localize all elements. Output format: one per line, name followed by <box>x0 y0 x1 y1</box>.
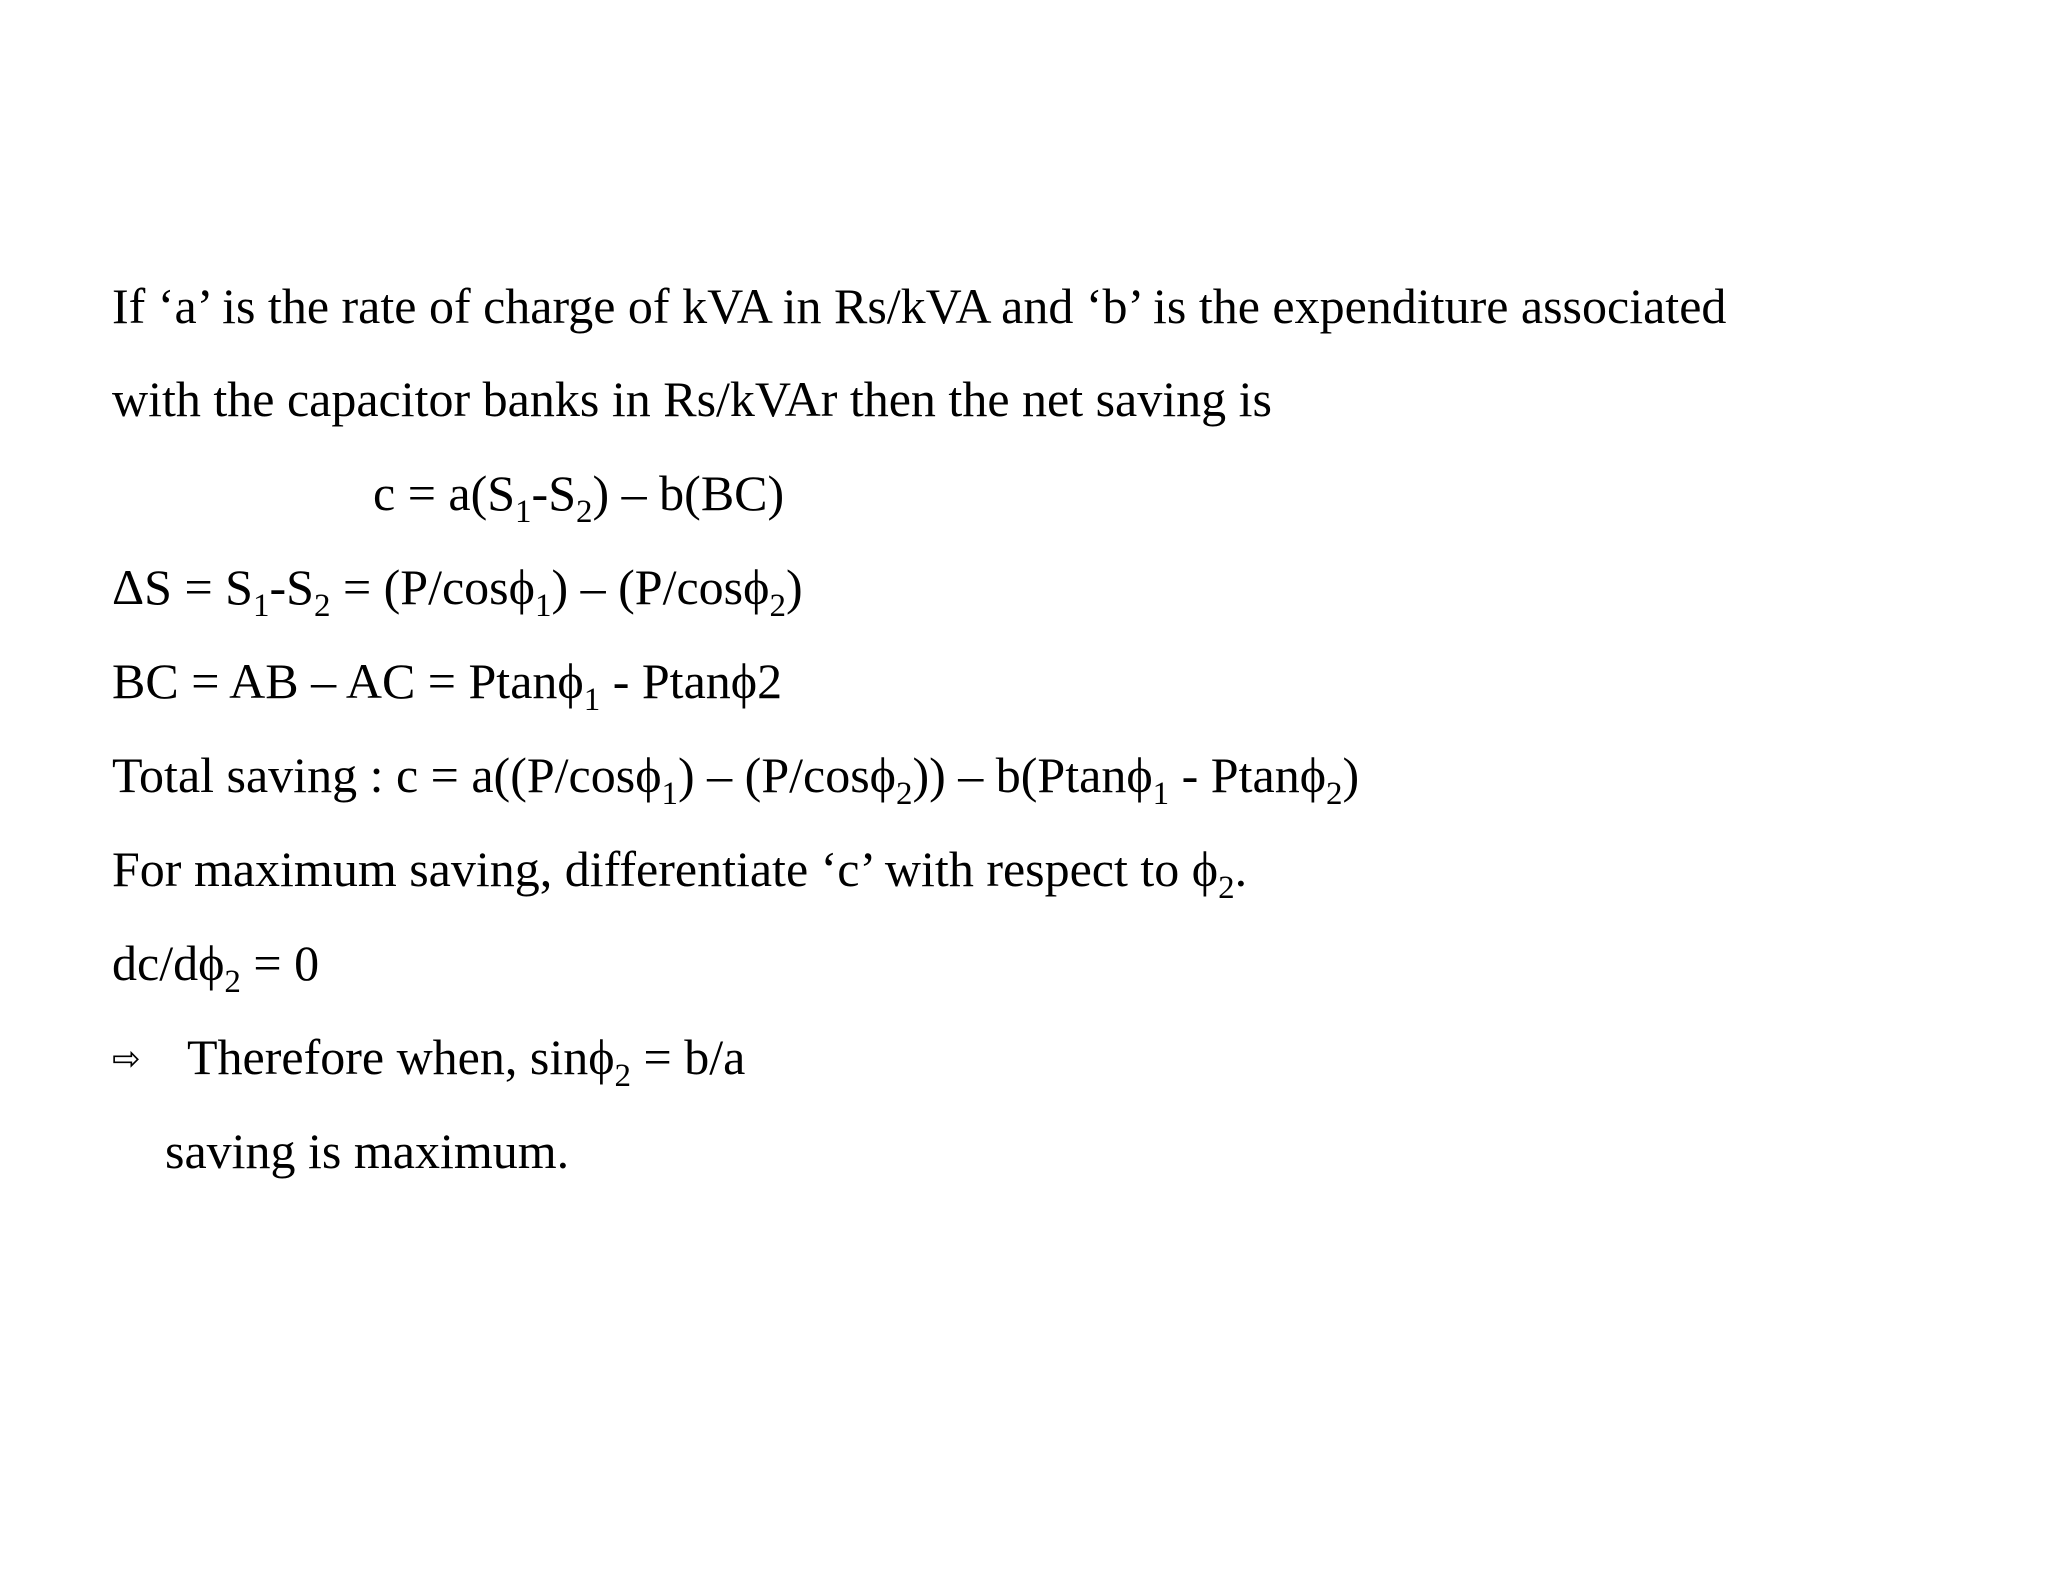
intro-line-2: with the capacitor banks in Rs/kVAr then the net saving is <box>112 371 1272 427</box>
bc-equation: BC = AB – AC = Ptanϕ$_1$ - Ptanϕ2 <box>112 653 783 718</box>
total-saving-equation: Total saving : c = a((P/cosϕ$_1$) – (P/cosϕ$_2$)) – b(Ptanϕ$_1$ - Ptanϕ$_2$) <box>112 747 1360 812</box>
derivative-equation: $dc/d\phi_2 = 0$ <box>112 935 320 1000</box>
delta-s-equation: $\Delta S = S_1-S_2 = (P/\cos\phi_1) - (P/\cos\phi_2)$ <box>112 559 803 624</box>
max-saving-statement: For maximum saving, differentiate ‘c’ with respect to $\phi_2$. <box>112 841 1248 906</box>
right-arrow-icon: ⇨ <box>112 1039 141 1079</box>
net-saving-equation: $c = a(S_1-S_2) - b(BC)$ <box>373 465 785 530</box>
conclusion-line: saving is maximum. <box>165 1123 570 1179</box>
intro-line-1: If ‘a’ is the rate of charge of kVA in Rs/kVA and ‘b’ is the expenditure associated <box>112 278 1727 334</box>
therefore-statement: ⇨ Therefore when, sinϕ$_2$ = b/a <box>112 1029 746 1094</box>
